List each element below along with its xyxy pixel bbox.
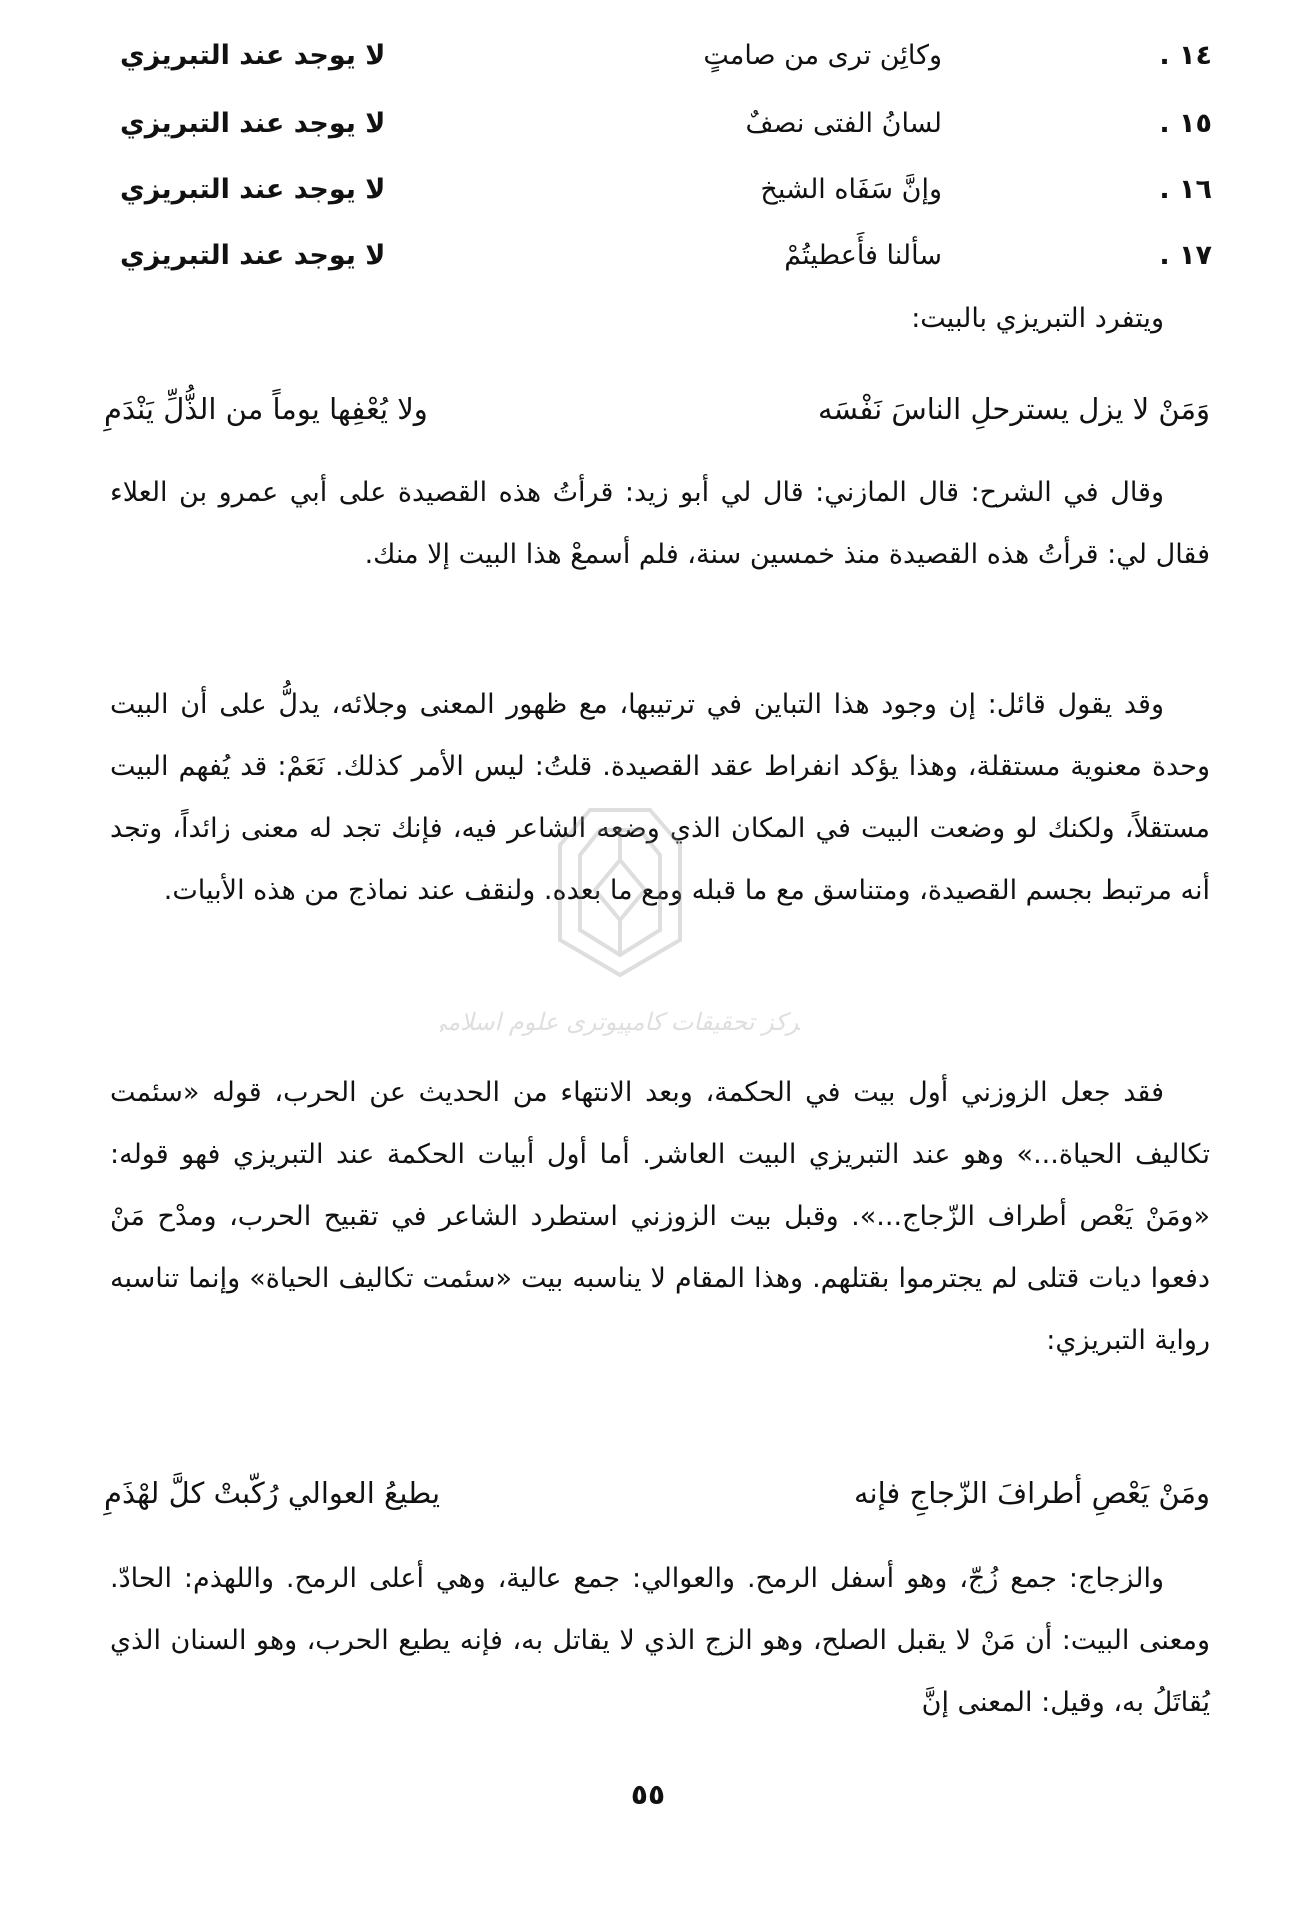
row-note: لا يوجد عند التبريزي	[120, 240, 386, 271]
verse-second-hemistich: يطيعُ العوالي رُكّبتْ كلَّ لهْذَمِ	[104, 1476, 441, 1510]
verse-incipit: وإنَّ سَفَاه الشيخ	[760, 174, 942, 205]
comparison-row	[100, 226, 1212, 286]
verse-line	[104, 378, 1210, 440]
comparison-row	[100, 160, 1212, 220]
row-number: ١٤ .	[1159, 40, 1212, 71]
paragraph-mazini: وقال في الشرح: قال المازني: قال لي أبو زيد: قرأتُ هذه القصيدة على أبي عمرو بن العلاء فقال لي: قرأتُ هذه القصيدة منذ خمسين سنة، فلم أسمعْ هذا البيت إلا منك.	[110, 477, 1210, 570]
page-number: ٥٥	[630, 1778, 666, 1811]
intro-line: ويتفرد التبريزي بالبيت:	[911, 303, 1164, 334]
comparison-row	[100, 26, 1212, 86]
comparison-row	[100, 94, 1212, 154]
paragraph-objection: وقد يقول قائل: إن وجود هذا التباين في ترتيبها، مع ظهور المعنى وجلائه، يدلُّ على أن البيت وحدة معنوية مستقلة، وهذا يؤكد انفراط عقد القصيدة. قلتُ: ليس الأمر كذلك. نَعَمْ: قد يُفهم البيت مستقلاً، ولكنك لو وضعت البيت في المكان الذي وضعه الشاعر فيه، فإنك تجد له معنى زائداً، وتجد أنه مرتبط بجسم القصيدة، ومتناسق مع ما قبله ومع ما بعده. ولنقف عند نماذج من هذه الأبيات.	[110, 689, 1210, 906]
verse-second-hemistich: ولا يُعْفِها يوماً من الذُّلِّ يَنْدَمِ	[104, 392, 428, 426]
row-note: لا يوجد عند التبريزي	[120, 108, 386, 139]
verse-first-hemistich: وَمَنْ لا يزل يسترحلِ الناسَ نَفْسَه	[817, 392, 1210, 426]
paragraph-zawzani: فقد جعل الزوزني أول بيت في الحكمة، وبعد الانتهاء من الحديث عن الحرب، قوله «سئمت تكاليف الحياة...» وهو عند التبريزي البيت العاشر. أما أول أبيات الحكمة عند التبريزي فهو قوله: «ومَنْ يَعْص أطراف الزّجاج...». وقبل بيت الزوزني استطرد الشاعر في تقبيح الحرب، ومدْح مَنْ دفعوا ديات قتلى لم يجترموا بقتلهم. وهذا المقام لا يناسبه بيت «سئمت تكاليف الحياة» وإنما تناسبه رواية التبريزي:	[110, 1077, 1210, 1356]
row-number: ١٦ .	[1159, 174, 1212, 205]
paragraph-glossary: والزجاج: جمع زُجّ، وهو أسفل الرمح. والعوالي: جمع عالية، وهي أعلى الرمح. واللهذم: الحادّ. ومعنى البيت: أن مَنْ لا يقبل الصلح، وهو الزج الذي لا يقاتل به، فإنه يطيع الحرب، وهو السنان الذي يُقاتَلُ به، وقيل: المعنى إنَّ	[110, 1563, 1210, 1718]
verse-line	[104, 1462, 1210, 1524]
verse-incipit: لسانُ الفتى نصفٌ	[745, 108, 942, 139]
verse-incipit: وكائِن ترى من صامتٍ	[703, 40, 942, 71]
row-number: ١٥ .	[1159, 108, 1212, 139]
row-note: لا يوجد عند التبريزي	[120, 40, 386, 71]
verse-incipit: سألنا فأَعطيتُمْ	[784, 240, 942, 271]
verse-first-hemistich: ومَنْ يَعْصِ أطرافَ الزّجاجِ فإنه	[853, 1476, 1210, 1510]
row-number: ١٧ .	[1159, 240, 1212, 271]
row-note: لا يوجد عند التبريزي	[120, 174, 386, 205]
watermark-caption: مرکز تحقیقات کامپیوتری علوم اسلامی	[440, 1008, 800, 1036]
